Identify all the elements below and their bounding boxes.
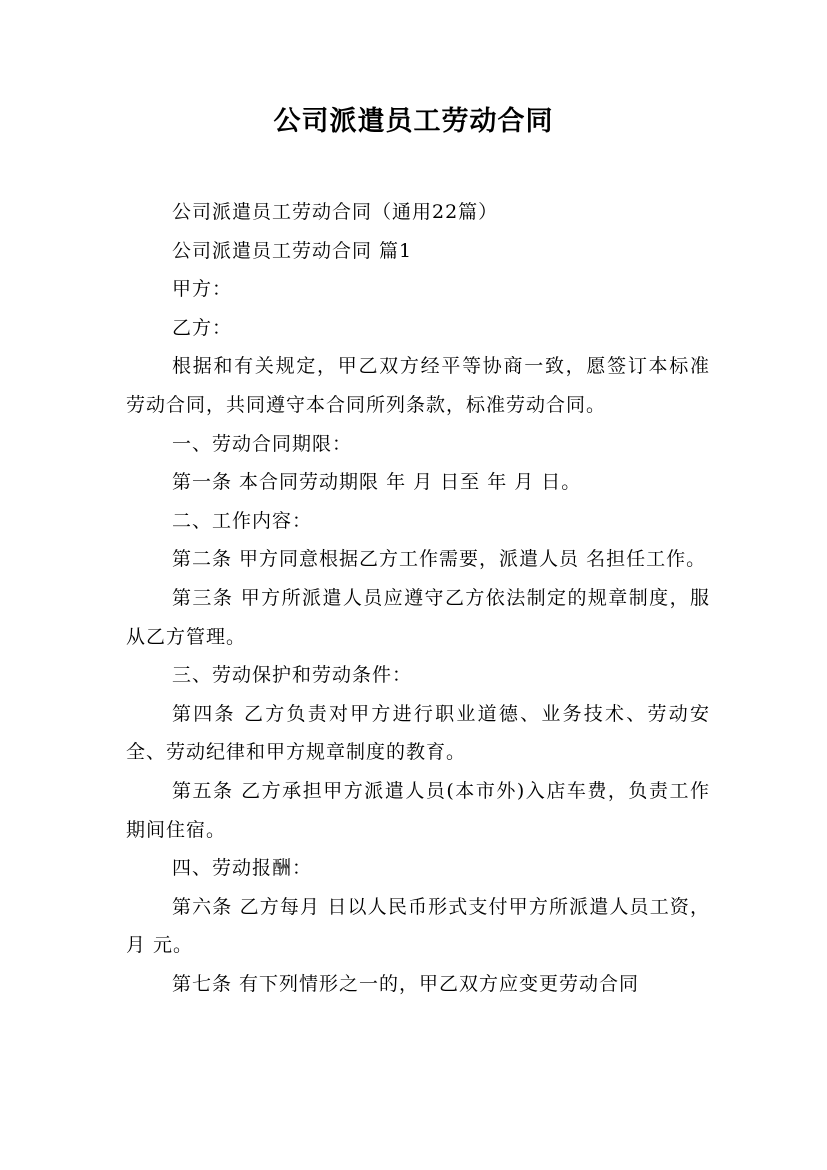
clause-paragraph: 第六条 乙方每月 日以人民币形式支付甲方所派遣人员工资，月 元。 [126,895,710,957]
preamble-paragraph: 根据和有关规定，甲乙双方经平等协商一致，愿签订本标准劳动合同，共同遵守本合同所列条款，标准劳动合同。 [126,355,710,416]
party-a-line: 甲方： [172,278,233,301]
party-b-line: 乙方： [172,316,233,339]
clause-paragraph: 第一条 本合同劳动期限 年 月 日至 年 月 日。 [172,471,582,494]
clause-heading: 四、劳动报酬： [172,857,313,880]
document-title: 公司派遣员工劳动合同 [273,106,554,137]
document-body [126,193,710,1003]
clause-paragraph: 第七条 有下列情形之一的，甲乙双方应变更劳动合同 [172,972,640,995]
section-heading: 公司派遣员工劳动合同 篇1 [172,239,413,262]
clause-paragraph: 第二条 甲方同意根据乙方工作需要，派遣人员 名担任工作。 [172,548,707,571]
clause-heading: 一、劳动合同期限： [172,432,353,455]
clause-paragraph: 第三条 甲方所派遣人员应遵守乙方依法制定的规章制度，服从乙方管理。 [126,586,710,648]
subtitle-paragraph: 公司派遣员工劳动合同（通用22篇） [172,201,499,223]
clause-paragraph: 第五条 乙方承担甲方派遣人员(本市外)入店车费，负责工作期间住宿。 [126,779,710,841]
clause-heading: 三、劳动保护和劳动条件： [172,664,413,687]
clause-heading: 二、工作内容： [172,509,313,532]
clause-paragraph: 第四条 乙方负责对甲方进行职业道德、业务技术、劳动安全、劳动纪律和甲方规章制度的教育。 [126,702,710,764]
